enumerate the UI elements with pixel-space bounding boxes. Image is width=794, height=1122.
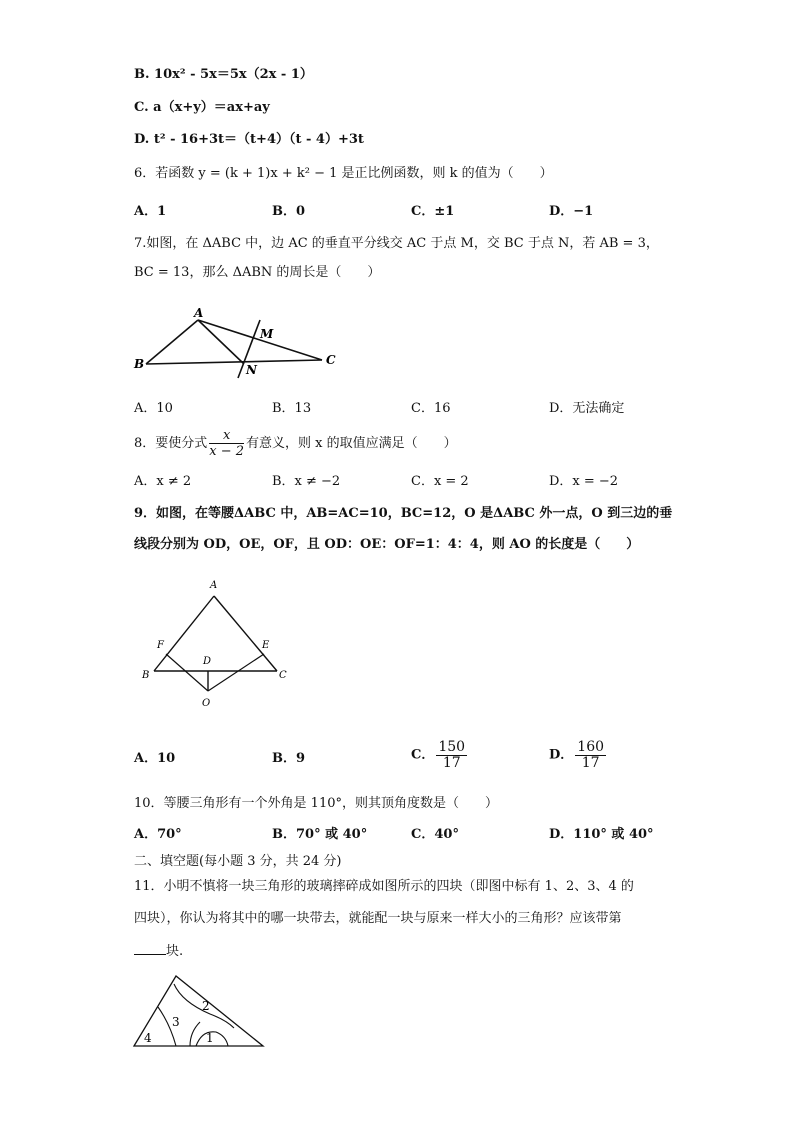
q9-segment-oe [208, 654, 264, 691]
q7-side-ab [146, 320, 198, 364]
q9-triangle-figure [136, 574, 296, 710]
q8-fraction [209, 428, 244, 459]
q8-stem-prefix: 8．要使分式 [134, 436, 208, 451]
q7-option-c: C．16 [411, 401, 451, 416]
q6-option-a: A．1 [134, 204, 167, 219]
q11-piece-label-3: 3 [172, 1015, 180, 1029]
q11-crack-inner [190, 1022, 200, 1046]
q5-option-d: D. t² - 16+3t＝（t+4）（t - 4）+3t [134, 132, 364, 147]
q9-label-o: O [202, 698, 211, 709]
q9-option-b: B．9 [272, 751, 306, 766]
q6-option-b: B．0 [272, 204, 306, 219]
q11-stem-line3-suffix: 块. [166, 944, 184, 959]
q9-option-d-numerator: 160 [577, 739, 605, 755]
q11-piece-label-1: 1 [206, 1031, 214, 1045]
q10-option-d: D．110° 或 40° [549, 827, 654, 842]
q9-label-f: F [157, 640, 164, 651]
q11-triangle-outline [134, 976, 263, 1046]
q9-label-a: A [210, 580, 218, 591]
q5-option-c: C. a（x+y）＝ax+ay [134, 100, 270, 115]
q8-fraction-denominator: x − 2 [209, 444, 245, 459]
q8-stem [134, 428, 457, 459]
q9-option-c-fraction [436, 740, 467, 771]
q8-option-c: C．x = 2 [411, 474, 469, 489]
q9-option-d-label: D． [549, 747, 574, 763]
q7-label-c: C [326, 353, 336, 367]
q10-option-b: B．70° 或 40° [272, 827, 368, 842]
q9-segment-of [166, 654, 208, 691]
section-heading-fill-in: 二、填空题(每小题 3 分，共 24 分) [134, 854, 342, 869]
q7-label-n: N [246, 363, 257, 377]
q9-label-d: D [203, 656, 212, 667]
q9-options [134, 740, 654, 780]
q9-label-c: C [279, 670, 287, 681]
q11-piece-label-4: 4 [144, 1031, 152, 1045]
q8-stem-suffix: 有意义，则 x 的取值应满足（ ） [246, 436, 457, 451]
q8-fraction-numerator: x [209, 428, 244, 444]
q9-option-c [411, 740, 469, 771]
q7-label-b: B [134, 357, 145, 371]
q10-option-a: A．70° [134, 827, 182, 842]
q9-option-c-denominator: 17 [442, 755, 461, 771]
q9-option-a: A．10 [134, 751, 176, 766]
q9-stem-line2: 线段分别为 OD，OE，OF，且 OD：OE：OF=1：4：4，则 AO 的长度是（ ） [134, 537, 640, 552]
q6-option-d: D．−1 [549, 204, 594, 219]
q11-answer-blank[interactable] [134, 942, 166, 955]
q11-stem-line3 [134, 942, 183, 961]
q9-option-d [549, 740, 608, 771]
q8-option-b: B．x ≠ −2 [272, 474, 341, 489]
q11-piece-label-2: 2 [202, 999, 210, 1013]
q9-option-c-label: C． [411, 747, 435, 763]
q10-option-c: C．40° [411, 827, 459, 842]
q5-option-b: B. 10x² - 5x＝5x（2x - 1） [134, 67, 313, 82]
q9-label-e: E [262, 640, 270, 651]
q7-stem-line2: BC = 13，那么 ΔABN 的周长是（ ） [134, 265, 381, 280]
q10-stem: 10．等腰三角形有一个外角是 110°，则其顶角度数是（ ） [134, 796, 498, 811]
q7-option-d: D．无法确定 [549, 401, 625, 416]
q7-label-a: A [194, 306, 204, 320]
q7-option-a: A．10 [134, 401, 173, 416]
q11-stem-line1: 11．小明不慎将一块三角形的玻璃摔碎成如图所示的四块（即图中标有 1、2、3、4 的 [134, 879, 634, 894]
q6-stem: 6．若函数 y = (k + 1)x + k² − 1 是正比例函数，则 k 的值为（ ） [134, 166, 553, 181]
q9-label-b: B [142, 670, 150, 681]
q7-triangle-figure [130, 302, 345, 380]
q11-stem-line2: 四块），你认为将其中的哪一块带去，就能配一块与原来一样大小的三角形？应该带第 [134, 911, 622, 926]
q9-option-c-numerator: 150 [438, 739, 466, 755]
q8-option-a: A．x ≠ 2 [134, 474, 192, 489]
q6-option-c: C．±1 [411, 204, 455, 219]
q11-broken-glass-figure [130, 972, 270, 1052]
q9-option-d-denominator: 17 [581, 755, 600, 771]
q9-stem-line1: 9．如图，在等腰ΔABC 中，AB=AC=10，BC=12，O 是ΔABC 外一点，O 到三边的垂 [134, 506, 673, 521]
q9-side-ac [214, 596, 277, 671]
q7-side-bc [146, 360, 322, 364]
q8-option-d: D．x = −2 [549, 474, 619, 489]
q9-option-d-fraction [575, 740, 606, 771]
q7-option-b: B．13 [272, 401, 312, 416]
q7-label-m: M [260, 327, 274, 341]
q7-stem-line1: 7.如图，在 ΔABC 中，边 AC 的垂直平分线交 AC 于点 M，交 BC 于点 N，若 AB = 3， [134, 236, 659, 251]
